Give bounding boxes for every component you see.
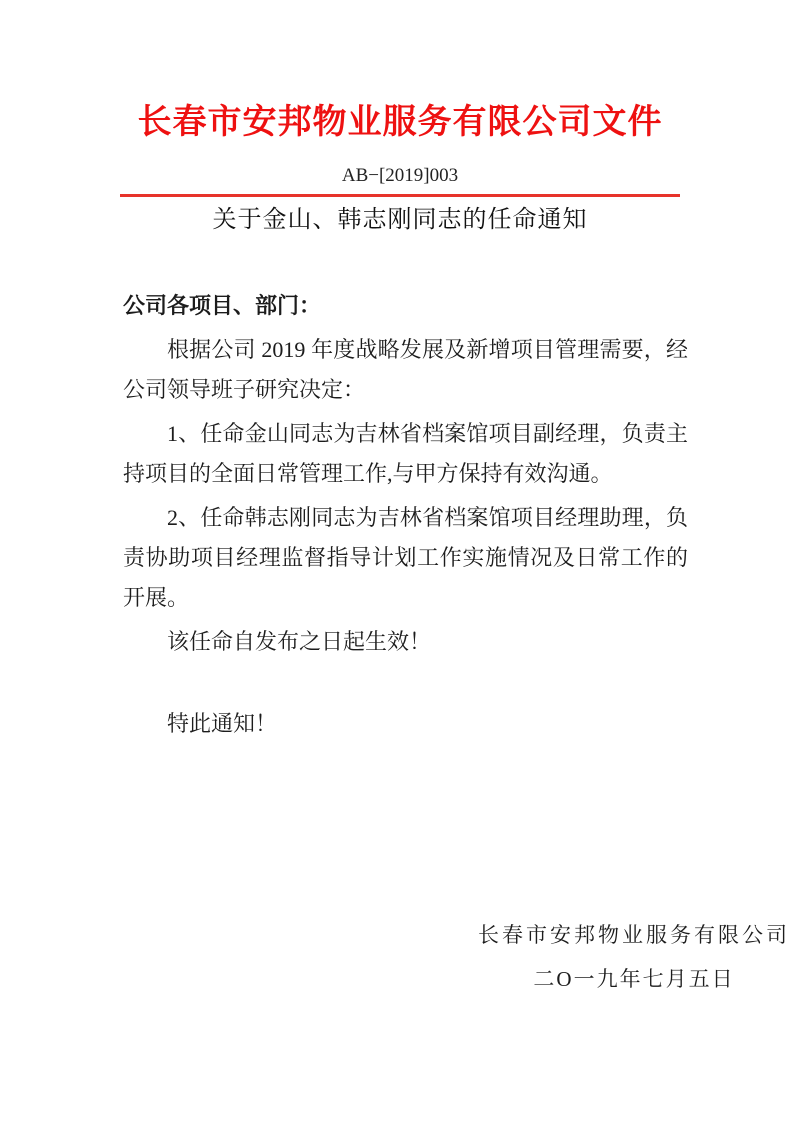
header-divider-line [120, 194, 680, 197]
document-body [123, 286, 688, 744]
body-paragraph-2: 1、任命金山同志为吉林省档案馆项目副经理，负责主持项目的全面日常管理工作,与甲方保持有效沟通。 [123, 420, 688, 486]
closing-note: 特此通知！ [167, 710, 278, 736]
document-subject-title: 关于金山、韩志刚同志的任命通知 [212, 206, 588, 233]
body-paragraph-1: 根据公司 2019 年度战略发展及新增项目管理需要，经公司领导班子研究决定： [123, 336, 688, 402]
body-paragraph-3: 2、任命韩志刚同志为吉林省档案馆项目经理助理，负责协助项目经理监督指导计划工作实施情况及日常工作的开展。 [123, 504, 688, 610]
body-paragraph-4: 该任命自发布之日起生效！ [167, 628, 432, 654]
signature-date: 二O一九年七月五日 [533, 966, 735, 991]
signature-block [474, 913, 794, 1001]
signature-org-name: 长春市安邦物业服务有限公司 [478, 922, 790, 947]
document-header-title: 长春市安邦物业服务有限公司文件 [137, 103, 663, 141]
salutation-line: 公司各项目、部门： [123, 292, 322, 318]
document-number: AB−[2019]003 [341, 164, 459, 186]
